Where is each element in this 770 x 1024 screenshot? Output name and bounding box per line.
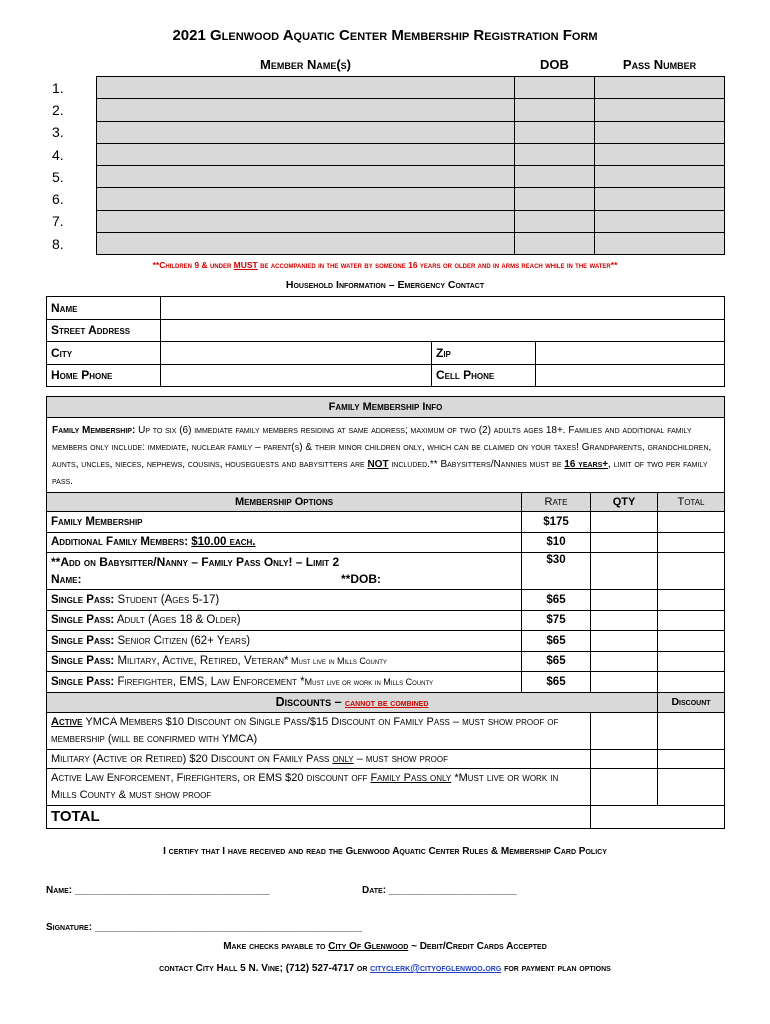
total-label: TOTAL [47,805,522,828]
rate: $30 [522,553,591,590]
member-name-field[interactable] [97,188,515,210]
total-field[interactable] [658,553,725,590]
additional-members-label: Additional Family Members: $10.00 each. [47,532,522,553]
table-row: 6. [46,188,725,210]
qty-field[interactable] [591,553,658,590]
name-signature-line[interactable]: Name: ___________________________________ [46,885,270,896]
dob-field[interactable] [515,210,595,232]
table-row: 4. [46,143,725,165]
total-field[interactable] [658,651,725,672]
single-pass-first-responder: Single Pass: Firefighter, EMS, Law Enforcement *Must live or work in Mills County [47,672,522,693]
dob-field[interactable] [515,143,595,165]
header-pass-number: Pass Number [622,56,697,72]
zip-field[interactable] [536,342,725,365]
table-row: 5. [46,166,725,188]
member-name-field[interactable] [97,77,515,99]
children-note: **Children 9 & under MUST be accompanied in the water by someone 16 years or older and in arms reach while in the water** [152,260,618,270]
contact-info: contact City Hall 5 N. Vine; (712) 527-4717 or cityclerk@cityofglenwoo.org for payment plan options [159,963,611,974]
street-field[interactable] [161,319,725,342]
family-info-heading: Family Membership Info [47,397,725,418]
discount-qty-field[interactable] [591,768,658,805]
membership-table [46,396,725,829]
certify-statement: I certify that I have received and read the Glenwood Aquatic Center Rules & Membership Card Policy [163,846,607,857]
rate: $65 [522,590,591,611]
single-pass-military: Single Pass: Military, Active, Retired, Veteran* Must live in Mills County [47,651,522,672]
qty-field[interactable] [591,631,658,652]
dob-field[interactable] [515,233,595,255]
family-info-text: Family Membership: Up to six (6) immediate family members residing at same address; maximum of two (2) adults ages 18+. Families and additional family members only include: immediate, nuclear family – parent(s) & their minor children only, which can be claimed on your taxes! Grandparents, grandchildren, aunts, uncles, nieces, nephews, cousins, houseguests and babysitters are NOT included.** Babysitters/Nannies must be 16 years+, limit of two per family pass. [47,418,725,493]
rate: $65 [522,651,591,672]
single-pass-adult: Single Pass: Adult (Ages 18 & Older) [47,610,522,631]
name-label: Name [47,297,161,320]
discount-field[interactable] [658,768,725,805]
dob-field[interactable] [515,166,595,188]
name-field[interactable] [161,297,725,320]
header-dob: DOB [540,56,569,72]
table-row: 2. [46,99,725,121]
qty-field[interactable] [591,651,658,672]
household-heading: Household Information – Emergency Contact [285,279,485,291]
total-field[interactable] [658,512,725,533]
discount-field[interactable] [658,749,725,768]
pass-number-field[interactable] [595,121,725,143]
table-row: 1. [46,77,725,99]
page-title: 2021 Glenwood Aquatic Center Membership Registration Form [172,27,598,44]
pass-number-field[interactable] [595,99,725,121]
ymca-discount: Active YMCA Members $10 Discount on Single Pass/$15 Discount on Family Pass – must show proof of membership (will be confirmed with YMCA) [47,712,591,749]
dob-field[interactable] [515,77,595,99]
pass-number-field[interactable] [595,210,725,232]
member-name-field[interactable] [97,210,515,232]
member-name-field[interactable] [97,143,515,165]
table-row: 7. [46,210,725,232]
member-name-field[interactable] [97,233,515,255]
discount-field[interactable] [658,712,725,749]
qty-field[interactable] [591,590,658,611]
zip-label: Zip [432,342,536,365]
signature-line[interactable]: Signature: ________________________________________________ [46,922,362,933]
member-name-field[interactable] [97,99,515,121]
pass-number-field[interactable] [595,143,725,165]
dob-field[interactable] [515,188,595,210]
law-discount: Active Law Enforcement, Firefighters, or EMS $20 discount off Family Pass only *Must live or work in Mills County & must show proof [47,768,591,805]
single-pass-student: Single Pass: Student (Ages 5-17) [47,590,522,611]
rate: $75 [522,610,591,631]
pass-number-field[interactable] [595,233,725,255]
babysitter-label: **Add on Babysitter/Nanny – Family Pass Only! – Limit 2 Name: **DOB: [47,553,522,590]
options-header: Membership Options [47,493,522,512]
cell-phone-label: Cell Phone [432,364,536,387]
grand-total-field[interactable] [591,805,725,828]
home-phone-field[interactable] [161,364,432,387]
rate: $65 [522,631,591,652]
total-field[interactable] [658,532,725,553]
rate: $65 [522,672,591,693]
household-table [46,296,725,387]
single-pass-senior: Single Pass: Senior Citizen (62+ Years) [47,631,522,652]
discount-qty-field[interactable] [591,749,658,768]
table-row: 8. [46,233,725,255]
checks-payable: Make checks payable to City Of Glenwood ~ Debit/Credit Cards Accepted [223,941,547,952]
dob-field[interactable] [515,121,595,143]
qty-field[interactable] [591,610,658,631]
rate: $10 [522,532,591,553]
city-label: City [47,342,161,365]
members-table [46,52,725,255]
date-line[interactable]: Date: _______________________ [362,885,517,896]
member-name-field[interactable] [97,166,515,188]
email-link[interactable]: cityclerk@cityofglenwoo.org [370,963,502,974]
qty-header: QTY [591,493,658,512]
qty-field[interactable] [591,512,658,533]
total-field[interactable] [658,672,725,693]
pass-number-field[interactable] [595,77,725,99]
pass-number-field[interactable] [595,166,725,188]
table-row: 3. [46,121,725,143]
discount-qty-field[interactable] [591,712,658,749]
discounts-heading: Discounts – cannot be combined [47,692,658,712]
pass-number-field[interactable] [595,188,725,210]
dob-field[interactable] [515,99,595,121]
home-phone-label: Home Phone [47,364,161,387]
military-discount: Military (Active or Retired) $20 Discount on Family Pass only – must show proof [47,749,591,768]
total-field[interactable] [658,590,725,611]
street-label: Street Address [47,319,161,342]
discount-header: Discount [658,692,725,712]
total-header: Total [658,493,725,512]
city-field[interactable] [161,342,432,365]
qty-field[interactable] [591,672,658,693]
rate: $175 [522,512,591,533]
family-membership-label: Family Membership [47,512,522,533]
rate-header: Rate [522,493,591,512]
qty-field[interactable] [591,532,658,553]
cell-phone-field[interactable] [536,364,725,387]
total-field[interactable] [658,631,725,652]
member-name-field[interactable] [97,121,515,143]
total-field[interactable] [658,610,725,631]
header-member-names: Member Name(s) [260,56,351,72]
